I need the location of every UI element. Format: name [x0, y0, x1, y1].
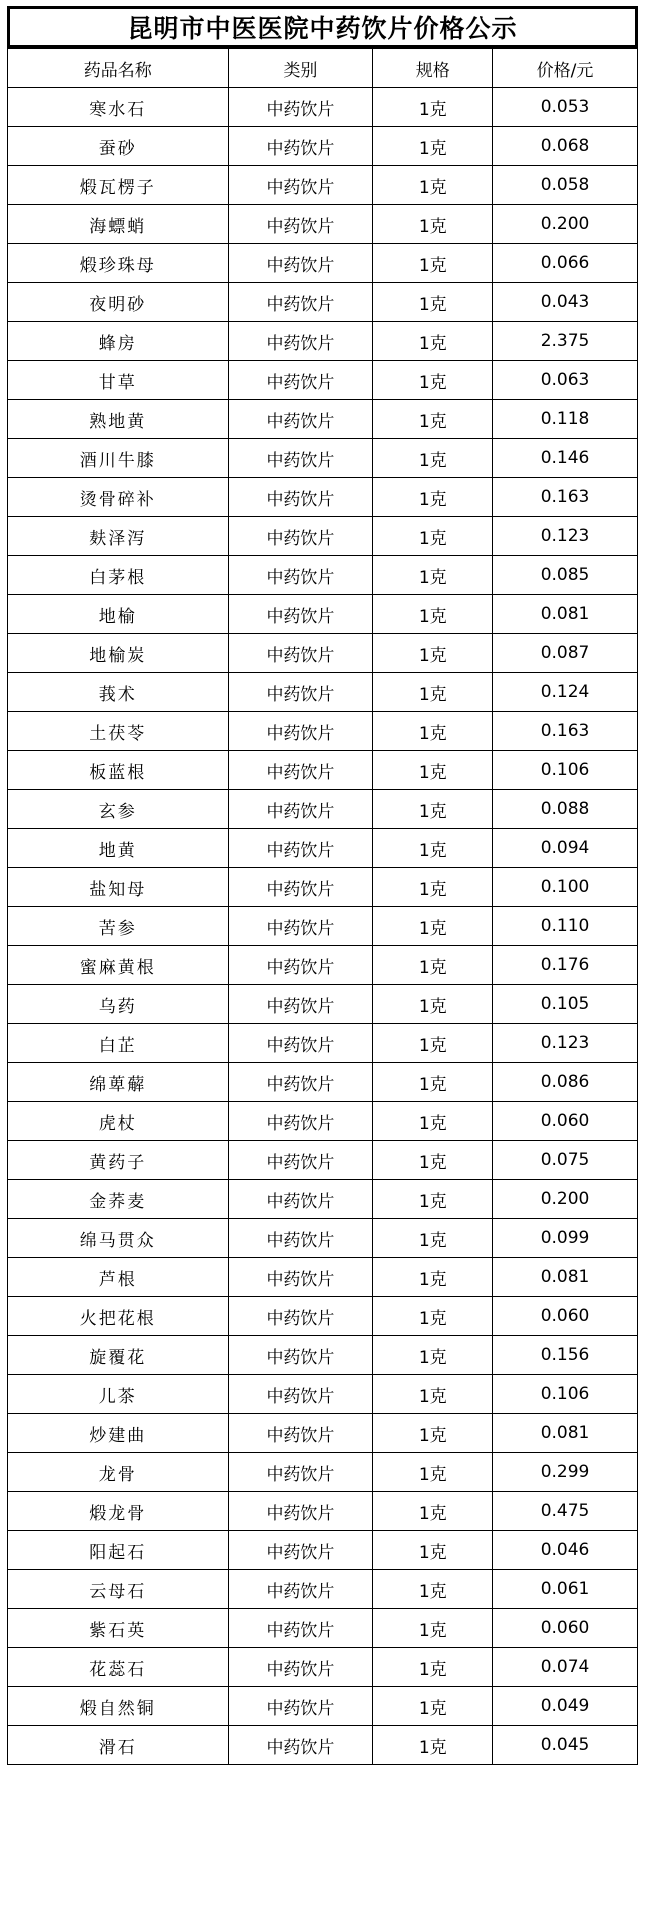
category-cell: 中药饮片 [228, 244, 373, 283]
page-title-box [7, 6, 638, 48]
price-cell: 0.106 [493, 1375, 638, 1414]
category-cell: 中药饮片 [228, 868, 373, 907]
table-row [8, 478, 638, 517]
price-cell: 0.074 [493, 1648, 638, 1687]
drug-name-cell: 白芷 [8, 1024, 229, 1063]
table-row [8, 790, 638, 829]
category-cell: 中药饮片 [228, 985, 373, 1024]
spec-cell: 1克 [373, 1648, 493, 1687]
spec-cell: 1克 [373, 361, 493, 400]
table-row [8, 634, 638, 673]
price-cell: 0.066 [493, 244, 638, 283]
spec-cell: 1克 [373, 751, 493, 790]
price-cell: 0.088 [493, 790, 638, 829]
spec-cell: 1克 [373, 1687, 493, 1726]
spec-cell: 1克 [373, 127, 493, 166]
drug-name-cell: 金荞麦 [8, 1180, 229, 1219]
spec-cell: 1克 [373, 1609, 493, 1648]
drug-name-cell: 海螵蛸 [8, 205, 229, 244]
category-cell: 中药饮片 [228, 1297, 373, 1336]
price-cell: 0.105 [493, 985, 638, 1024]
table-row [8, 985, 638, 1024]
spec-cell: 1克 [373, 1063, 493, 1102]
category-cell: 中药饮片 [228, 1570, 373, 1609]
category-cell: 中药饮片 [228, 1219, 373, 1258]
table-row [8, 595, 638, 634]
category-cell: 中药饮片 [228, 1024, 373, 1063]
drug-name-cell: 地榆炭 [8, 634, 229, 673]
price-cell: 0.124 [493, 673, 638, 712]
table-row [8, 751, 638, 790]
price-cell: 0.163 [493, 478, 638, 517]
category-cell: 中药饮片 [228, 1336, 373, 1375]
drug-name-cell: 花蕊石 [8, 1648, 229, 1687]
price-cell: 0.475 [493, 1492, 638, 1531]
category-cell: 中药饮片 [228, 1258, 373, 1297]
price-cell: 0.085 [493, 556, 638, 595]
category-cell: 中药饮片 [228, 595, 373, 634]
price-cell: 0.110 [493, 907, 638, 946]
spec-cell: 1克 [373, 1336, 493, 1375]
price-cell: 0.176 [493, 946, 638, 985]
price-cell: 0.299 [493, 1453, 638, 1492]
price-cell: 0.086 [493, 1063, 638, 1102]
table-row [8, 439, 638, 478]
price-cell: 0.058 [493, 166, 638, 205]
drug-name-cell: 旋覆花 [8, 1336, 229, 1375]
category-cell: 中药饮片 [228, 907, 373, 946]
price-cell: 0.045 [493, 1726, 638, 1765]
category-cell: 中药饮片 [228, 322, 373, 361]
drug-name-cell: 龙骨 [8, 1453, 229, 1492]
table-row [8, 1726, 638, 1765]
category-cell: 中药饮片 [228, 1609, 373, 1648]
drug-name-cell: 滑石 [8, 1726, 229, 1765]
table-row [8, 517, 638, 556]
table-row [8, 1609, 638, 1648]
spec-cell: 1克 [373, 1297, 493, 1336]
table-row [8, 1453, 638, 1492]
spec-cell: 1克 [373, 88, 493, 127]
drug-name-cell: 煅自然铜 [8, 1687, 229, 1726]
drug-name-cell: 烫骨碎补 [8, 478, 229, 517]
drug-name-cell: 蜜麻黄根 [8, 946, 229, 985]
spec-cell: 1克 [373, 322, 493, 361]
category-cell: 中药饮片 [228, 712, 373, 751]
table-row [8, 166, 638, 205]
price-cell: 0.200 [493, 205, 638, 244]
spec-cell: 1克 [373, 946, 493, 985]
table-row [8, 127, 638, 166]
spec-cell: 1克 [373, 1726, 493, 1765]
price-notice-page [0, 6, 645, 1765]
spec-cell: 1克 [373, 634, 493, 673]
category-cell: 中药饮片 [228, 829, 373, 868]
drug-name-cell: 盐知母 [8, 868, 229, 907]
price-cell: 0.068 [493, 127, 638, 166]
drug-name-cell: 玄参 [8, 790, 229, 829]
category-cell: 中药饮片 [228, 88, 373, 127]
category-cell: 中药饮片 [228, 1180, 373, 1219]
price-cell: 0.081 [493, 1414, 638, 1453]
table-row [8, 1297, 638, 1336]
category-cell: 中药饮片 [228, 478, 373, 517]
price-cell: 0.043 [493, 283, 638, 322]
price-cell: 0.123 [493, 1024, 638, 1063]
spec-cell: 1克 [373, 907, 493, 946]
price-cell: 0.081 [493, 595, 638, 634]
table-header-row [8, 49, 638, 88]
spec-cell: 1克 [373, 829, 493, 868]
category-cell: 中药饮片 [228, 283, 373, 322]
drug-name-cell: 板蓝根 [8, 751, 229, 790]
table-row [8, 712, 638, 751]
drug-name-cell: 炒建曲 [8, 1414, 229, 1453]
category-cell: 中药饮片 [228, 1726, 373, 1765]
category-cell: 中药饮片 [228, 361, 373, 400]
category-cell: 中药饮片 [228, 1102, 373, 1141]
table-row [8, 1141, 638, 1180]
price-cell: 0.081 [493, 1258, 638, 1297]
spec-cell: 1克 [373, 1453, 493, 1492]
spec-cell: 1克 [373, 790, 493, 829]
table-row [8, 1492, 638, 1531]
price-cell: 0.063 [493, 361, 638, 400]
price-cell: 0.060 [493, 1102, 638, 1141]
spec-cell: 1克 [373, 1414, 493, 1453]
drug-name-cell: 蜂房 [8, 322, 229, 361]
category-cell: 中药饮片 [228, 1687, 373, 1726]
price-cell: 0.049 [493, 1687, 638, 1726]
drug-name-cell: 熟地黄 [8, 400, 229, 439]
category-cell: 中药饮片 [228, 634, 373, 673]
category-cell: 中药饮片 [228, 1414, 373, 1453]
table-row [8, 1219, 638, 1258]
price-cell: 0.094 [493, 829, 638, 868]
drug-name-cell: 莪术 [8, 673, 229, 712]
drug-name-cell: 火把花根 [8, 1297, 229, 1336]
drug-name-cell: 绵萆薢 [8, 1063, 229, 1102]
spec-cell: 1克 [373, 1258, 493, 1297]
table-row [8, 1336, 638, 1375]
drug-name-cell: 儿茶 [8, 1375, 229, 1414]
spec-cell: 1克 [373, 1570, 493, 1609]
price-cell: 0.106 [493, 751, 638, 790]
table-body [8, 88, 638, 1765]
price-cell: 0.060 [493, 1609, 638, 1648]
spec-cell: 1克 [373, 1141, 493, 1180]
table-row [8, 205, 638, 244]
spec-cell: 1克 [373, 1024, 493, 1063]
category-cell: 中药饮片 [228, 1492, 373, 1531]
drug-name-cell: 绵马贯众 [8, 1219, 229, 1258]
spec-cell: 1克 [373, 1375, 493, 1414]
price-cell: 0.075 [493, 1141, 638, 1180]
category-cell: 中药饮片 [228, 205, 373, 244]
table-row [8, 283, 638, 322]
spec-cell: 1克 [373, 439, 493, 478]
category-cell: 中药饮片 [228, 790, 373, 829]
category-cell: 中药饮片 [228, 400, 373, 439]
drug-name-cell: 土茯苓 [8, 712, 229, 751]
spec-cell: 1克 [373, 166, 493, 205]
table-row [8, 907, 638, 946]
table-row [8, 1687, 638, 1726]
drug-name-cell: 麸泽泻 [8, 517, 229, 556]
page-title: 昆明市中医医院中药饮片价格公示 [127, 14, 518, 43]
category-cell: 中药饮片 [228, 1453, 373, 1492]
spec-cell: 1克 [373, 1180, 493, 1219]
table-row [8, 400, 638, 439]
drug-name-cell: 甘草 [8, 361, 229, 400]
price-table [7, 48, 638, 1765]
category-cell: 中药饮片 [228, 439, 373, 478]
table-row [8, 1570, 638, 1609]
spec-cell: 1克 [373, 517, 493, 556]
category-cell: 中药饮片 [228, 673, 373, 712]
spec-cell: 1克 [373, 205, 493, 244]
category-cell: 中药饮片 [228, 556, 373, 595]
drug-name-cell: 虎杖 [8, 1102, 229, 1141]
category-cell: 中药饮片 [228, 517, 373, 556]
table-row [8, 1102, 638, 1141]
price-cell: 0.146 [493, 439, 638, 478]
spec-cell: 1克 [373, 868, 493, 907]
category-cell: 中药饮片 [228, 1648, 373, 1687]
price-cell: 2.375 [493, 322, 638, 361]
drug-name-cell: 黄药子 [8, 1141, 229, 1180]
table-row [8, 1063, 638, 1102]
table-row [8, 1258, 638, 1297]
column-header-category: 类别 [228, 49, 373, 88]
category-cell: 中药饮片 [228, 1375, 373, 1414]
table-row [8, 244, 638, 283]
drug-name-cell: 紫石英 [8, 1609, 229, 1648]
spec-cell: 1克 [373, 1531, 493, 1570]
table-row [8, 1531, 638, 1570]
table-row [8, 946, 638, 985]
drug-name-cell: 阳起石 [8, 1531, 229, 1570]
category-cell: 中药饮片 [228, 751, 373, 790]
price-cell: 0.100 [493, 868, 638, 907]
spec-cell: 1克 [373, 400, 493, 439]
category-cell: 中药饮片 [228, 946, 373, 985]
spec-cell: 1克 [373, 244, 493, 283]
drug-name-cell: 煅瓦楞子 [8, 166, 229, 205]
table-row [8, 868, 638, 907]
spec-cell: 1克 [373, 556, 493, 595]
drug-name-cell: 夜明砂 [8, 283, 229, 322]
price-cell: 0.200 [493, 1180, 638, 1219]
drug-name-cell: 地榆 [8, 595, 229, 634]
drug-name-cell: 酒川牛膝 [8, 439, 229, 478]
table-header [8, 49, 638, 88]
drug-name-cell: 芦根 [8, 1258, 229, 1297]
drug-name-cell: 苦参 [8, 907, 229, 946]
column-header-name: 药品名称 [8, 49, 229, 88]
table-row [8, 1024, 638, 1063]
table-row [8, 673, 638, 712]
category-cell: 中药饮片 [228, 127, 373, 166]
price-cell: 0.060 [493, 1297, 638, 1336]
column-header-price: 价格/元 [493, 49, 638, 88]
table-row [8, 361, 638, 400]
spec-cell: 1克 [373, 283, 493, 322]
spec-cell: 1克 [373, 712, 493, 751]
price-cell: 0.118 [493, 400, 638, 439]
table-row [8, 1414, 638, 1453]
price-cell: 0.061 [493, 1570, 638, 1609]
category-cell: 中药饮片 [228, 1063, 373, 1102]
spec-cell: 1克 [373, 1219, 493, 1258]
price-cell: 0.087 [493, 634, 638, 673]
price-cell: 0.163 [493, 712, 638, 751]
drug-name-cell: 地黄 [8, 829, 229, 868]
table-row [8, 1375, 638, 1414]
drug-name-cell: 煅龙骨 [8, 1492, 229, 1531]
drug-name-cell: 蚕砂 [8, 127, 229, 166]
category-cell: 中药饮片 [228, 1141, 373, 1180]
table-row [8, 1180, 638, 1219]
spec-cell: 1克 [373, 1102, 493, 1141]
table-row [8, 829, 638, 868]
drug-name-cell: 乌药 [8, 985, 229, 1024]
price-cell: 0.046 [493, 1531, 638, 1570]
category-cell: 中药饮片 [228, 1531, 373, 1570]
drug-name-cell: 云母石 [8, 1570, 229, 1609]
spec-cell: 1克 [373, 595, 493, 634]
table-row [8, 88, 638, 127]
category-cell: 中药饮片 [228, 166, 373, 205]
drug-name-cell: 煅珍珠母 [8, 244, 229, 283]
spec-cell: 1克 [373, 985, 493, 1024]
price-cell: 0.099 [493, 1219, 638, 1258]
table-row [8, 556, 638, 595]
spec-cell: 1克 [373, 478, 493, 517]
drug-name-cell: 白茅根 [8, 556, 229, 595]
price-cell: 0.156 [493, 1336, 638, 1375]
spec-cell: 1克 [373, 673, 493, 712]
spec-cell: 1克 [373, 1492, 493, 1531]
table-row [8, 1648, 638, 1687]
price-cell: 0.123 [493, 517, 638, 556]
drug-name-cell: 寒水石 [8, 88, 229, 127]
price-cell: 0.053 [493, 88, 638, 127]
column-header-spec: 规格 [373, 49, 493, 88]
table-row [8, 322, 638, 361]
